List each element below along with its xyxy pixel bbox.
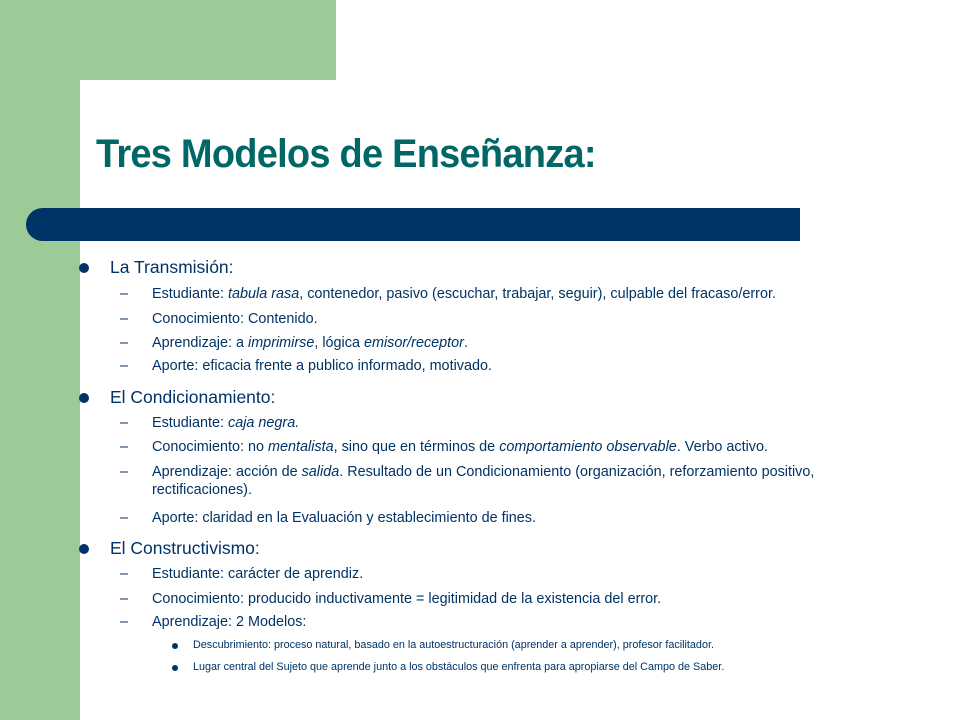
dash-icon: – (120, 286, 129, 302)
sub-list-item: Lugar central del Sujeto que aprende junto a los obstáculos que enfrenta para apropiarse del Campo de Saber. (193, 661, 724, 673)
list-item: – Aporte: eficacia frente a publico informado, motivado. (120, 358, 492, 374)
dash-icon: – (120, 464, 129, 480)
dash-icon: – (120, 614, 129, 630)
list-item: – Aporte: claridad en la Evaluación y establecimiento de fines. (120, 510, 536, 526)
dash-icon: – (120, 415, 129, 431)
slide-title: Tres Modelos de Enseñanza: (96, 132, 596, 176)
section-heading-transmision: La Transmisión: (110, 257, 234, 278)
list-item: – Conocimiento: producido inductivamente = legitimidad de la existencia del error. (120, 591, 662, 607)
section-heading-condicionamiento: El Condicionamiento: (110, 387, 275, 408)
dash-icon: – (120, 335, 129, 351)
dash-icon: – (120, 439, 129, 455)
list-item: – Estudiante: carácter de aprendiz. (120, 566, 364, 582)
dash-icon: – (120, 510, 129, 526)
bullet-icon (79, 393, 89, 403)
list-item: – Estudiante: caja negra. (120, 415, 300, 431)
bullet-icon (172, 665, 178, 671)
dash-icon: – (120, 591, 129, 607)
list-item: – Aprendizaje: acción de salida. Resultado de un Condicionamiento (organización, reforzamiento positivo, rectificaciones). (120, 464, 815, 498)
list-item: – Estudiante: tabula rasa, contenedor, pasivo (escuchar, trabajar, seguir), culpable del fracaso/error. (120, 286, 776, 302)
dash-icon: – (120, 358, 129, 374)
sub-list-item: Descubrimiento: proceso natural, basado en la autoestructuración (aprender a aprender), profesor facilitador. (193, 639, 714, 651)
list-item: – Aprendizaje: 2 Modelos: (120, 614, 307, 630)
list-item: – Aprendizaje: a imprimirse, lógica emisor/receptor. (120, 335, 468, 351)
section-heading-constructivismo: El Constructivismo: (110, 538, 260, 559)
bullet-icon (79, 263, 89, 273)
dash-icon: – (120, 566, 129, 582)
dash-icon: – (120, 311, 129, 327)
bullet-icon (79, 544, 89, 554)
list-item: – Conocimiento: no mentalista, sino que en términos de comportamiento observable. Verbo activo. (120, 439, 768, 455)
list-item: – Conocimiento: Contenido. (120, 311, 318, 327)
bullet-icon (172, 643, 178, 649)
